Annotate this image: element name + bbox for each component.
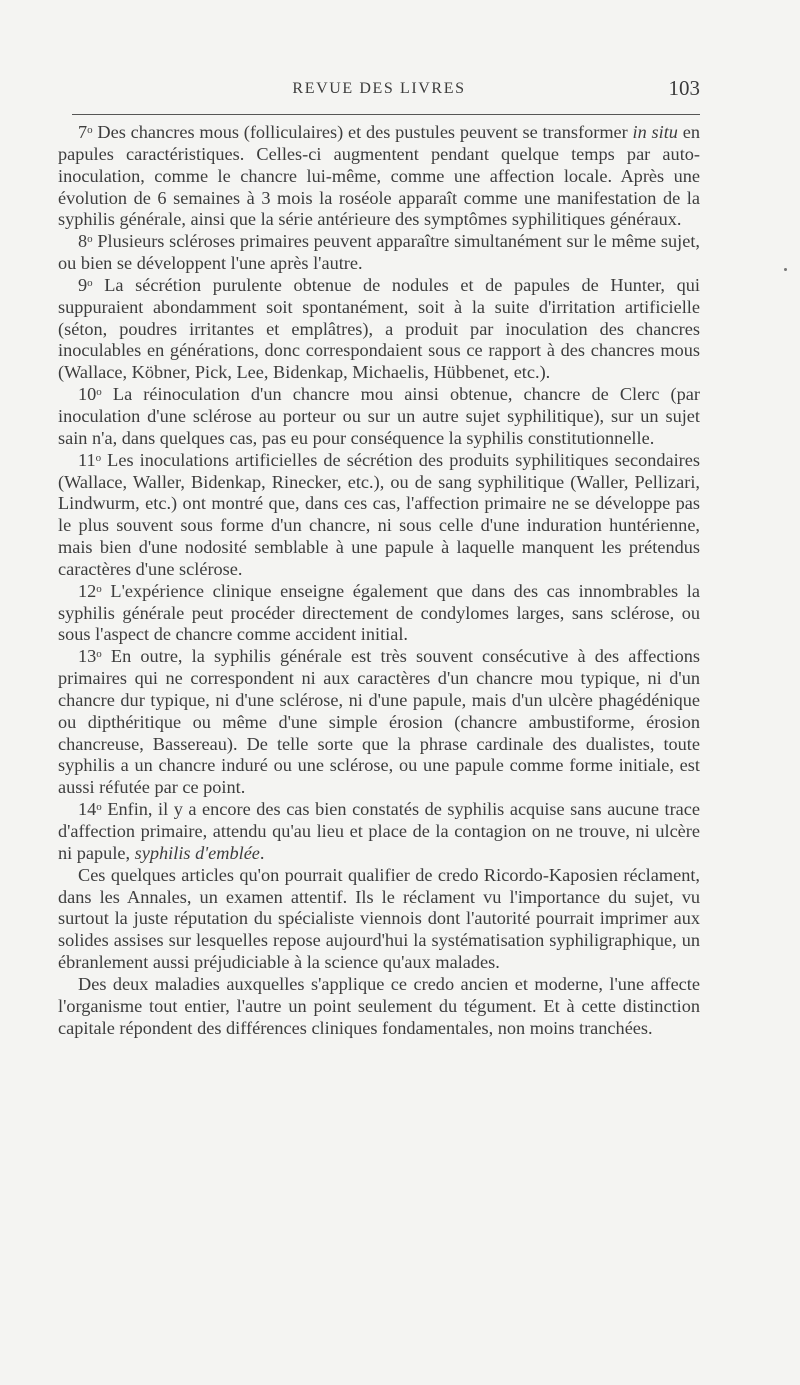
page-number: 103 — [668, 76, 700, 100]
paragraph-13 — [58, 646, 700, 799]
ordinal-mark: o — [87, 233, 93, 246]
item-number: 7 — [78, 122, 88, 142]
paragraph-9 — [58, 275, 700, 384]
paragraph-text: Enfin, il y a encore des cas bien constatés de syphilis acquise sans aucune trace d'affection primaire, attendu qu'au lieu et place de la contagion on ne trouve, ni ulcère ni papule, — [58, 799, 700, 863]
ordinal-mark: o — [96, 648, 102, 661]
body-text — [58, 122, 700, 1039]
paper-speck — [784, 268, 787, 271]
item-number: 13 — [78, 646, 97, 667]
paragraph-commentary-1 — [58, 865, 700, 974]
item-number: 12 — [78, 580, 97, 601]
paragraph-text: en papules caractéristiques. Celles-ci augmentent pendant quelque temps par auto-inoculation, comme le chancre lui-même, comme une affection locale. Après une évolution de 6 semaines à 3 mois la roséole apparaît comme une manifestation de la syphilis générale, ainsi que la série antérieure des symptômes syphilitiques généraux. — [58, 122, 700, 230]
paragraph-text: Plusieurs scléroses primaires peuvent apparaître simultanément sur le même sujet, ou bien se développent l'une après l'autre. — [58, 231, 700, 274]
paragraph-14 — [58, 799, 700, 865]
paragraph-text: Des chancres mous (folliculaires) et des pustules peuvent se transformer — [92, 122, 633, 142]
ordinal-mark: o — [95, 451, 102, 464]
paragraph-text: La réinoculation d'un chancre mou ainsi obtenue, chancre de Clerc (par inoculation d'une sclérose au porteur ou sur un autre sujet syphilitique), sur un sujet sain n'a, dans quelques cas, pas eu pour conséquence la syphilis constitutionnelle. — [58, 384, 700, 448]
paragraph-text: L'expérience clinique enseigne également que dans des cas innombrables la syphilis générale peut procéder directement de condylomes larges, sans sclérose, ou sous l'aspect de chancre comme accident initial. — [58, 580, 700, 645]
ordinal-mark: o — [96, 582, 102, 595]
paragraph-text: Les inoculations artificielles de sécrétion des produits syphilitiques secondaires (Wallace, Waller, Bidenkap, Rinecker, etc.), ou de sang syphilitique (Waller, Pellizari, Lindwurm, etc.) ont montré que, dans ces cas, l'affection primaire ne se développe pas le plus souvent sous forme d'un chancre, ni sous celle d'une induration huntérienne, mais bien d'une nodosité semblable à une papule à laquelle manquent les prétendus caractères d'une sclérose. — [58, 449, 700, 579]
item-number: 10 — [78, 384, 97, 405]
paragraph-10 — [58, 384, 700, 450]
item-number: 14 — [78, 799, 97, 820]
paragraph-8 — [58, 231, 700, 275]
italic-term: in situ — [632, 122, 678, 142]
paragraph-text: Ces quelques articles qu'on pourrait qualifier de credo Ricordo-Kaposien réclament, dans les Annales, un examen attentif. Ils le réclament vu l'importance du sujet, vu surtout la juste réputation du spécialiste viennois dont l'autorité pourrait imprimer aux solides assises sur lesquelles repose aujourd'hui la systématisation syphiligraphique, un ébranlement aussi préjudiciable à la science qu'aux malades. — [58, 864, 700, 973]
ordinal-mark: o — [87, 276, 93, 289]
header-rule — [72, 114, 700, 115]
paragraph-text: Des deux maladies auxquelles s'applique ce credo ancien et moderne, l'une affecte l'organisme tout entier, l'autre un point seulement du tégument. Et à cette distinction capitale répondent des différences cliniques fondamentales, non moins tranchées. — [58, 973, 700, 1038]
italic-term: syphilis d'emblée — [134, 842, 260, 863]
ordinal-mark: o — [96, 386, 102, 399]
paragraph-text: La sécrétion purulente obtenue de nodules et de papules de Hunter, qui suppuraient abondamment soit spontanément, soit à la suite d'irritation artificielle (séton, poudres irritantes et emplâtres), a produit par inoculation des chancres inoculables en générations, donc correspondaient sous ce rapport à des chancres mous (Wallace, Köbner, Pick, Lee, Bidenkap, Michaelis, Hübbenet, etc.). — [58, 274, 700, 383]
item-number: 9 — [78, 274, 88, 295]
paragraph-text: En outre, la syphilis générale est très souvent consécutive à des affections primaires qui ne correspondent ni aux caractères d'un chancre mou typique, ni d'un chancre dur typique, ni d'une sclérose, ni d'une papule, mais d'un ulcère phagédénique ou dipthéritique ou même d'une simple érosion (chancre ambustiforme, érosion chancreuse, Bassereau). De telle sorte que la phrase cardinale des dualistes, toute syphilis a un chancre induré ou une sclérose, ou une papule comme forme initiale, est aussi réfutée par ce point. — [58, 646, 700, 798]
paragraph-11 — [58, 450, 700, 581]
paragraph-text: . — [259, 842, 265, 863]
paragraph-7 — [58, 122, 700, 231]
item-number: 8 — [78, 231, 88, 252]
ordinal-mark: o — [87, 124, 93, 136]
page-header — [58, 76, 700, 106]
paragraph-commentary-2 — [58, 974, 700, 1040]
running-head: REVUE DES LIVRES — [292, 80, 466, 97]
ordinal-mark: o — [96, 801, 102, 814]
paragraph-12 — [58, 581, 700, 647]
item-number: 11 — [78, 449, 96, 470]
